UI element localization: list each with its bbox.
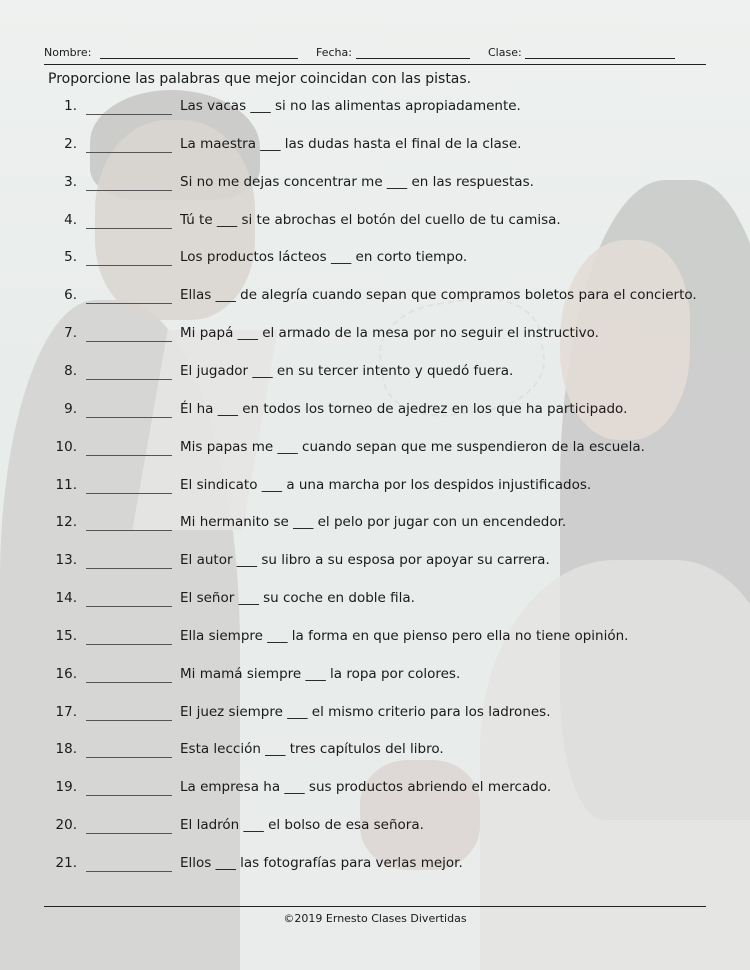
answer-blank[interactable] xyxy=(86,152,172,153)
question-number: 7. xyxy=(64,325,77,342)
name-field[interactable] xyxy=(100,58,298,59)
question-number: 10. xyxy=(55,438,77,455)
question-row xyxy=(0,741,750,763)
question-row xyxy=(0,514,750,536)
question-number: 19. xyxy=(55,779,77,796)
instructions: Proporcione las palabras que mejor coincidan con las pistas. xyxy=(48,71,472,87)
answer-blank[interactable] xyxy=(86,493,172,494)
question-number: 18. xyxy=(55,741,77,758)
question-row xyxy=(0,136,750,158)
answer-blank[interactable] xyxy=(86,417,172,418)
answer-blank[interactable] xyxy=(86,190,172,191)
question-text: Mi mamá siempre ___ la ropa por colores. xyxy=(180,665,461,682)
question-row xyxy=(0,98,750,120)
question-number: 5. xyxy=(64,249,77,266)
question-row xyxy=(0,477,750,499)
question-row xyxy=(0,552,750,574)
question-row xyxy=(0,325,750,347)
date-label: Fecha: xyxy=(316,46,352,59)
question-text: El señor ___ su coche en doble fila. xyxy=(180,590,415,607)
question-text: Tú te ___ si te abrochas el botón del cuello de tu camisa. xyxy=(180,211,561,228)
question-text: Ellas ___ de alegría cuando sepan que compramos boletos para el concierto. xyxy=(180,287,697,304)
answer-blank[interactable] xyxy=(86,379,172,380)
question-text: Ella siempre ___ la forma en que pienso pero ella no tiene opinión. xyxy=(180,627,629,644)
question-number: 3. xyxy=(64,173,77,190)
answer-blank[interactable] xyxy=(86,871,172,872)
question-text: La empresa ha ___ sus productos abriendo el mercado. xyxy=(180,779,552,796)
question-text: Él ha ___ en todos los torneo de ajedrez en los que ha participado. xyxy=(180,400,628,417)
answer-blank[interactable] xyxy=(86,795,172,796)
question-text: Mi hermanito se ___ el pelo por jugar con un encendedor. xyxy=(180,514,567,531)
question-text: Las vacas ___ si no las alimentas apropiadamente. xyxy=(180,98,521,114)
question-number: 20. xyxy=(55,817,77,834)
question-row xyxy=(0,212,750,234)
question-number: 16. xyxy=(55,665,77,682)
question-row xyxy=(0,628,750,650)
class-label: Clase: xyxy=(488,46,522,59)
date-field[interactable] xyxy=(356,58,470,59)
question-text: Si no me dejas concentrar me ___ en las respuestas. xyxy=(180,173,534,190)
question-number: 13. xyxy=(55,552,77,569)
question-row xyxy=(0,174,750,196)
answer-blank[interactable] xyxy=(86,682,172,683)
answer-blank[interactable] xyxy=(86,303,172,304)
question-row xyxy=(0,590,750,612)
answer-blank[interactable] xyxy=(86,833,172,834)
worksheet-header xyxy=(44,44,706,65)
question-text: El jugador ___ en su tercer intento y quedó fuera. xyxy=(180,362,514,379)
question-number: 17. xyxy=(55,703,77,720)
question-number: 9. xyxy=(64,400,77,417)
question-row xyxy=(0,401,750,423)
footer-divider xyxy=(44,906,706,907)
question-text: Ellos ___ las fotografías para verlas mejor. xyxy=(180,855,463,871)
question-text: Esta lección ___ tres capítulos del libro. xyxy=(180,741,444,758)
answer-blank[interactable] xyxy=(86,228,172,229)
class-field[interactable] xyxy=(525,58,675,59)
answer-blank[interactable] xyxy=(86,265,172,266)
question-text: Los productos lácteos ___ en corto tiempo. xyxy=(180,249,468,266)
name-label: Nombre: xyxy=(44,46,92,59)
question-row xyxy=(0,704,750,726)
question-text: El sindicato ___ a una marcha por los despidos injustificados. xyxy=(180,476,592,493)
question-number: 6. xyxy=(64,287,77,304)
copyright-footer: ©2019 Ernesto Clases Divertidas xyxy=(283,912,467,925)
answer-blank[interactable] xyxy=(86,568,172,569)
question-number: 8. xyxy=(64,362,77,379)
question-row xyxy=(0,817,750,839)
answer-blank[interactable] xyxy=(86,720,172,721)
question-text: El juez siempre ___ el mismo criterio para los ladrones. xyxy=(180,703,551,720)
answer-blank[interactable] xyxy=(86,530,172,531)
answer-blank[interactable] xyxy=(86,114,172,115)
question-number: 15. xyxy=(55,627,77,644)
question-row xyxy=(0,666,750,688)
answer-blank[interactable] xyxy=(86,341,172,342)
question-text: La maestra ___ las dudas hasta el final de la clase. xyxy=(180,135,522,152)
question-number: 2. xyxy=(64,135,77,152)
question-number: 14. xyxy=(55,590,77,607)
question-text: El autor ___ su libro a su esposa por apoyar su carrera. xyxy=(180,552,550,569)
question-text: El ladrón ___ el bolso de esa señora. xyxy=(180,817,424,834)
question-row xyxy=(0,779,750,801)
question-number: 1. xyxy=(64,98,77,114)
question-text: Mis papas me ___ cuando sepan que me suspendieron de la escuela. xyxy=(180,438,645,455)
answer-blank[interactable] xyxy=(86,644,172,645)
question-number: 11. xyxy=(55,476,77,493)
question-row xyxy=(0,363,750,385)
question-number: 12. xyxy=(55,514,77,531)
question-row xyxy=(0,249,750,271)
question-number: 4. xyxy=(64,211,77,228)
question-text: Mi papá ___ el armado de la mesa por no seguir el instructivo. xyxy=(180,325,599,342)
question-row xyxy=(0,855,750,877)
question-number: 21. xyxy=(55,855,77,871)
question-row xyxy=(0,287,750,309)
question-row xyxy=(0,439,750,461)
answer-blank[interactable] xyxy=(86,757,172,758)
answer-blank[interactable] xyxy=(86,606,172,607)
answer-blank[interactable] xyxy=(86,455,172,456)
